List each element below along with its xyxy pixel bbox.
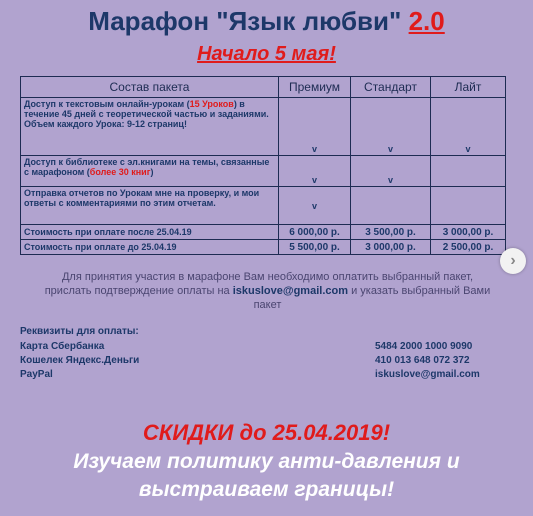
feature-highlight: более 30 книг bbox=[89, 167, 151, 177]
requisite-value: 5484 2000 1000 9090 bbox=[375, 341, 473, 352]
table-row bbox=[21, 98, 506, 156]
price-standard: 3 500,00 р. bbox=[351, 225, 431, 240]
table-header-row bbox=[21, 77, 506, 98]
col-header-standard: Стандарт bbox=[351, 77, 431, 98]
requisites-values bbox=[375, 340, 480, 382]
sale-banner: СКИДКИ до 25.04.2019! bbox=[142, 420, 391, 445]
payment-note: Для принятия участия в марафоне Вам необходимо оплатить выбранный пакет, прислать подтверждение оплаты на iskuslove@gmail.com и указать выбранный Вами пакет bbox=[44, 271, 491, 311]
table-row bbox=[21, 156, 506, 187]
col-header-premium: Премиум bbox=[279, 77, 351, 98]
feature-highlight: 15 Уроков bbox=[189, 99, 234, 109]
start-date: Начало 5 мая! bbox=[197, 43, 336, 65]
check-mark bbox=[431, 187, 506, 225]
feature-cell: Отправка отчетов по Урокам мне на проверку, и мои ответы с комментариями по этим отчетам. bbox=[21, 187, 279, 225]
next-slide-button[interactable] bbox=[500, 248, 526, 274]
price-row bbox=[21, 225, 506, 240]
requisite-label: Карта Сбербанка bbox=[20, 341, 105, 352]
chevron-right-icon: › bbox=[510, 252, 516, 269]
requisite-value: 410 013 648 072 372 bbox=[375, 355, 470, 366]
slogan-line: Изучаем политику анти-давления и bbox=[73, 450, 460, 473]
feature-cell: Доступ к текстовым онлайн-урокам (15 Уроков) в течение 45 дней с теоретической частью и заданиями. Объем каждого Урока: 9-12 страниц! bbox=[21, 98, 279, 156]
col-header-light: Лайт bbox=[431, 77, 506, 98]
slogan-line: выстраиваем границы! bbox=[138, 478, 395, 501]
requisite-label: Кошелек Яндекс.Деньги bbox=[20, 355, 140, 366]
price-label: Стоимость при оплате до 25.04.19 bbox=[21, 240, 279, 255]
feature-cell: Доступ к библиотеке с эл.книгами на темы, связанные с марафоном (более 30 книг) bbox=[21, 156, 279, 187]
check-mark: v bbox=[351, 156, 431, 187]
check-mark: v bbox=[431, 98, 506, 156]
contact-email-link[interactable]: iskuslove@gmail.com bbox=[232, 285, 348, 297]
package-table bbox=[20, 76, 506, 255]
price-light: 2 500,00 р. bbox=[431, 240, 506, 255]
check-mark: v bbox=[351, 98, 431, 156]
requisite-label: PayPal bbox=[20, 369, 53, 380]
requisites-heading: Реквизиты для оплаты: bbox=[20, 326, 139, 337]
requisites-labels bbox=[20, 325, 139, 382]
price-label: Стоимость при оплате после 25.04.19 bbox=[21, 225, 279, 240]
requisite-value: iskuslove@gmail.com bbox=[375, 369, 480, 380]
check-mark: v bbox=[279, 156, 351, 187]
price-premium: 6 000,00 р. bbox=[279, 225, 351, 240]
check-mark: v bbox=[279, 187, 351, 225]
check-mark bbox=[431, 156, 506, 187]
title-main: Марафон "Язык любви" bbox=[88, 6, 402, 36]
check-mark: v bbox=[279, 98, 351, 156]
col-header-package: Состав пакета bbox=[21, 77, 279, 98]
price-row bbox=[21, 240, 506, 255]
check-mark bbox=[351, 187, 431, 225]
slogan bbox=[0, 448, 533, 504]
price-premium: 5 500,00 р. bbox=[279, 240, 351, 255]
page-title bbox=[0, 6, 533, 37]
table-row bbox=[21, 187, 506, 225]
price-light: 3 000,00 р. bbox=[431, 225, 506, 240]
price-standard: 3 000,00 р. bbox=[351, 240, 431, 255]
title-version: 2.0 bbox=[408, 6, 445, 36]
